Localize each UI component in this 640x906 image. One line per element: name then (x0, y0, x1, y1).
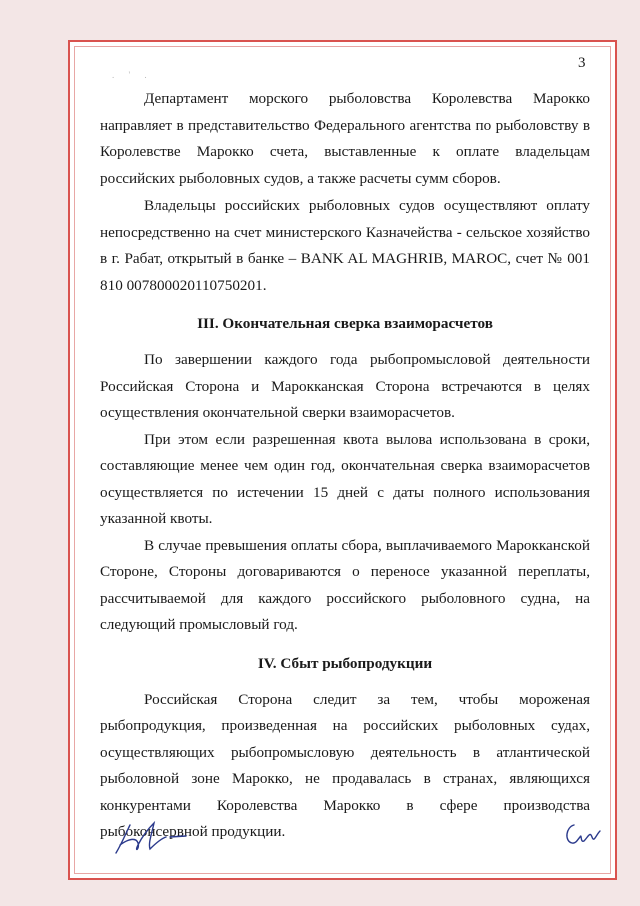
scan-marks: . ' . (112, 70, 153, 80)
intro-paragraph-2: Владельцы российских рыболовных судов осуществляют оплату непосредственно на счет министерского Казначейства - сельское хозяйство в г. Рабат, открытый в банке – BANK AL MAGHRIB, MAROC, счет № 001 810 007800020110750201. (100, 197, 590, 294)
page-number: 3 (578, 55, 586, 71)
signature-left (108, 815, 218, 860)
section-4-heading: IV. Сбыт рыбопродукции (257, 654, 433, 672)
intro-paragraph-1: Департамент морского рыболовства Королевства Марокко направляет в представительство Федерального агентства по рыболовству в Королевстве Марокко счета, выставленные к оплате владельцам российских рыболовных судов, а также расчеты сумм сборов. (100, 90, 590, 187)
section-3-paragraph-3: В случае превышения оплаты сбора, выплачиваемого Марокканской Стороне, Стороны договариваются о переносе указанной переплаты, рассчитываемой для каждого российского рыболовного судна, на следующий промысловый год. (100, 536, 590, 633)
section-3-paragraph-2: При этом если разрешенная квота вылова использована в сроки, составляющие менее чем один год, окончательная сверка взаиморасчетов осуществляется по истечении 15 дней с даты полного использования указанной квоты. (100, 430, 590, 527)
signature-right (560, 813, 610, 853)
section-3-paragraph-1: По завершении каждого года рыбопромысловой деятельности Российская Сторона и Марокканская Сторона встречаются в целях осуществления окончательной сверки взаиморасчетов. (100, 351, 590, 421)
document-body (100, 48, 590, 846)
section-4-paragraph-1: Российская Сторона следит за тем, чтобы мороженая рыбопродукция, произведенная на российских рыболовных судах, осуществляющих рыбопромысловую деятельность в атлантической рыболовной зоне Марокко, не продавалась в странах, являющихся конкурентами Королевства Марокко в сфере производства рыбоконсервной продукции. (100, 690, 590, 840)
section-3-heading: III. Окончательная сверка взаиморасчетов (197, 315, 493, 332)
